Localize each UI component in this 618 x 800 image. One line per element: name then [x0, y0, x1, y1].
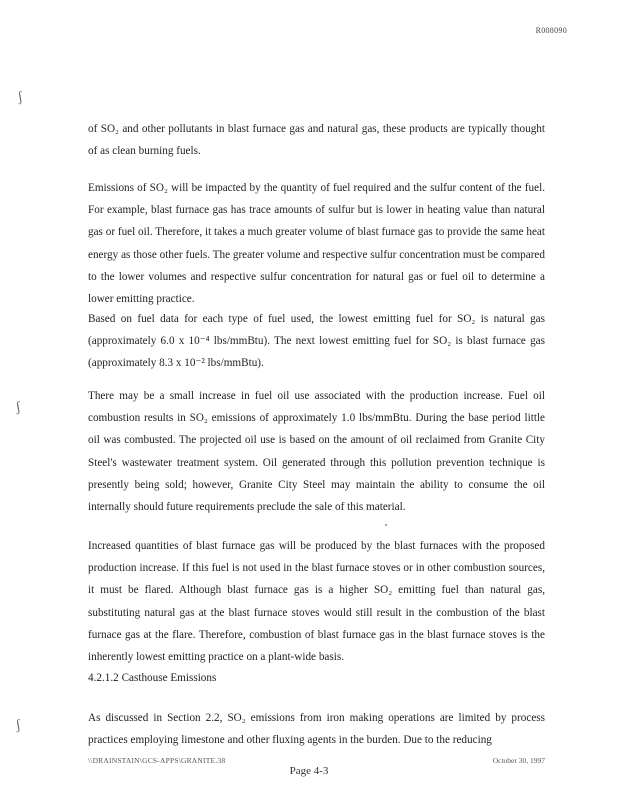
paragraph-2: Emissions of SO₂ will be impacted by the quantity of fuel required and the sulfur content of the fuel. For example, blast furnace gas has trace amounts of sulfur but is lower in heating value than natural gas or fuel oil. Therefore, it takes a much greater volume of blast furnace gas to provide the same heat energy as those other fuels. The greater volume and respective sulfur concentration must be compared to the lower volumes and respective sulfur concentration for natural gas or fuel oil to determine a lower emitting practice. — [88, 182, 545, 306]
footer-file-path: \\DRAINSTAIN\GCS-APPS\GRANITE.38 — [88, 756, 226, 765]
scan-speck — [385, 524, 387, 526]
margin-mark: ʃ — [14, 717, 22, 734]
paragraph-3: Based on fuel data for each type of fuel used, the lowest emitting fuel for SO₂ is natural gas (approximately 6.0 x 10⁻⁴ lbs/mmBtu). The next lowest emitting fuel for SO₂ is blast furnace gas (approximately 8.3 x 10⁻² lbs/mmBtu). — [88, 313, 545, 370]
paragraph-5: Increased quantities of blast furnace gas will be produced by the blast furnaces with the proposed production increase. If this fuel is not used in the blast furnace stoves or in other combustion sources, it must be flared. Although blast furnace gas is a higher SO₂ emitting fuel than natural gas, substituting natural gas at the blast furnace stoves would still result in the combustion of the blast furnace gas at the flare. Therefore, combustion of blast furnace gas in the blast furnace stoves is the inherently lowest emitting practice on a plant-wide basis. — [88, 540, 545, 664]
paragraph-6: As discussed in Section 2.2, SO₂ emissions from iron making operations are limited by process practices employing limestone and other fluxing agents in the burden. Due to the reducing — [88, 712, 545, 747]
paragraph-1: of SO₂ and other pollutants in blast furnace gas and natural gas, these products are typically thought of as clean burning fuels. — [88, 123, 545, 158]
document-id: R008090 — [535, 26, 567, 35]
section-heading: 4.2.1.2 Casthouse Emissions — [88, 672, 217, 684]
margin-mark: ʃ — [16, 89, 24, 106]
footer-date: October 30, 1997 — [492, 756, 545, 765]
paragraph-4: There may be a small increase in fuel oil use associated with the production increase. Fuel oil combustion results in SO₂ emissions of approximately 1.0 lbs/mmBtu. During the base period little oil was combusted. The projected oil use is based on the amount of oil reclaimed from Granite City Steel's wastewater treatment system. Oil generated through this pollution prevention technique is presently being sold; however, Granite City Steel may maintain the ability to consume the oil internally should future requirements preclude the sale of this material. — [88, 390, 545, 514]
margin-mark: ʃ — [14, 399, 22, 416]
page-number: Page 4-3 — [289, 765, 329, 777]
